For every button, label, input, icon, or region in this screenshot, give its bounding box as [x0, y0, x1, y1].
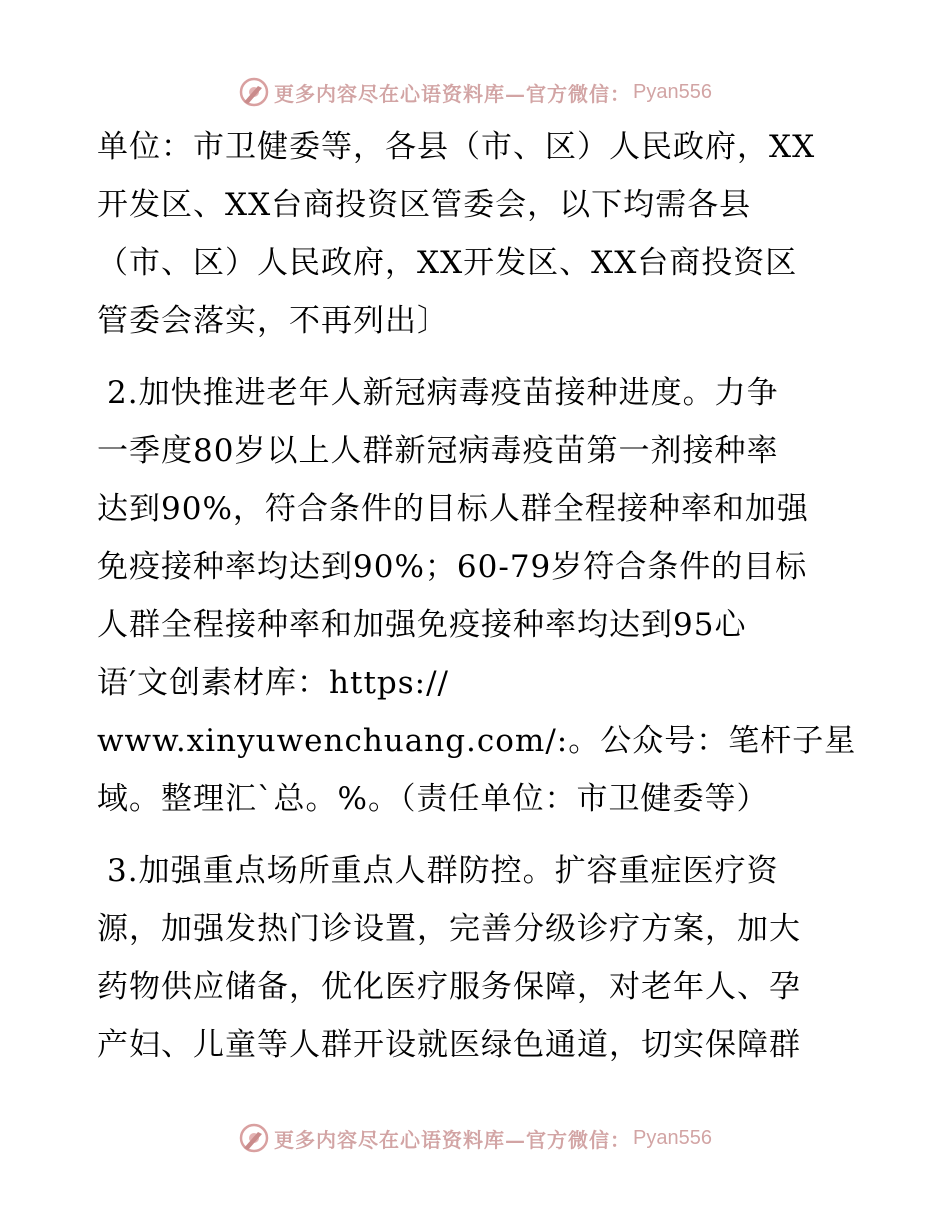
- header-banner-wechat-id: Pyan556: [633, 80, 712, 103]
- pen-logo-icon: [238, 76, 270, 108]
- text-line: 2.加快推进老年人新冠病毒疫苗接种进度。力争: [107, 375, 779, 411]
- text-line: 管委会落实，不再列出〕: [97, 303, 449, 339]
- document-body: [97, 118, 877, 1074]
- text-line: www.xinyuwenchuang.com/:。公众号：笔杆子星: [97, 723, 857, 759]
- text-line: 单位：市卫健委等，各县（市、区）人民政府，XX: [97, 129, 816, 165]
- paragraph-2: [97, 364, 877, 828]
- pen-logo-icon: [238, 1122, 270, 1154]
- footer-watermark-banner: [0, 1118, 950, 1158]
- text-line: 3.加强重点场所重点人群防控。扩容重症医疗资: [107, 853, 779, 889]
- text-line: 源，加强发热门诊设置，完善分级诊疗方案，加大: [97, 911, 801, 947]
- text-line: 一季度80岁以上人群新冠病毒疫苗第一剂接种率: [97, 433, 779, 469]
- header-banner-text: 更多内容尽在心语资料库—官方微信：: [274, 81, 632, 106]
- text-line: 域。整理汇`总。%。（责任单位：市卫健委等）: [97, 781, 769, 817]
- text-line: 免疫接种率均达到90%；60-79岁符合条件的目标: [97, 549, 808, 585]
- text-line: 开发区、XX台商投资区管委会，以下均需各县: [97, 187, 752, 223]
- text-line: 达到90%，符合条件的目标人群全程接种率和加强: [97, 491, 809, 527]
- text-line: 药物供应储备，优化医疗服务保障，对老年人、孕: [97, 969, 801, 1005]
- footer-banner-text: 更多内容尽在心语资料库—官方微信：: [274, 1127, 632, 1152]
- text-line: （市、区）人民政府，XX开发区、XX台商投资区: [97, 245, 798, 281]
- header-watermark-banner: [0, 72, 950, 112]
- paragraph-3: [97, 842, 877, 1074]
- footer-banner-wechat-id: Pyan556: [633, 1126, 712, 1149]
- text-line: 人群全程接种率和加强免疫接种率均达到95心: [97, 607, 747, 643]
- text-line: 产妇、儿童等人群开设就医绿色通道，切实保障群: [97, 1027, 801, 1063]
- text-line: 语′文创素材库：https://: [97, 665, 450, 701]
- paragraph-1: [97, 118, 877, 350]
